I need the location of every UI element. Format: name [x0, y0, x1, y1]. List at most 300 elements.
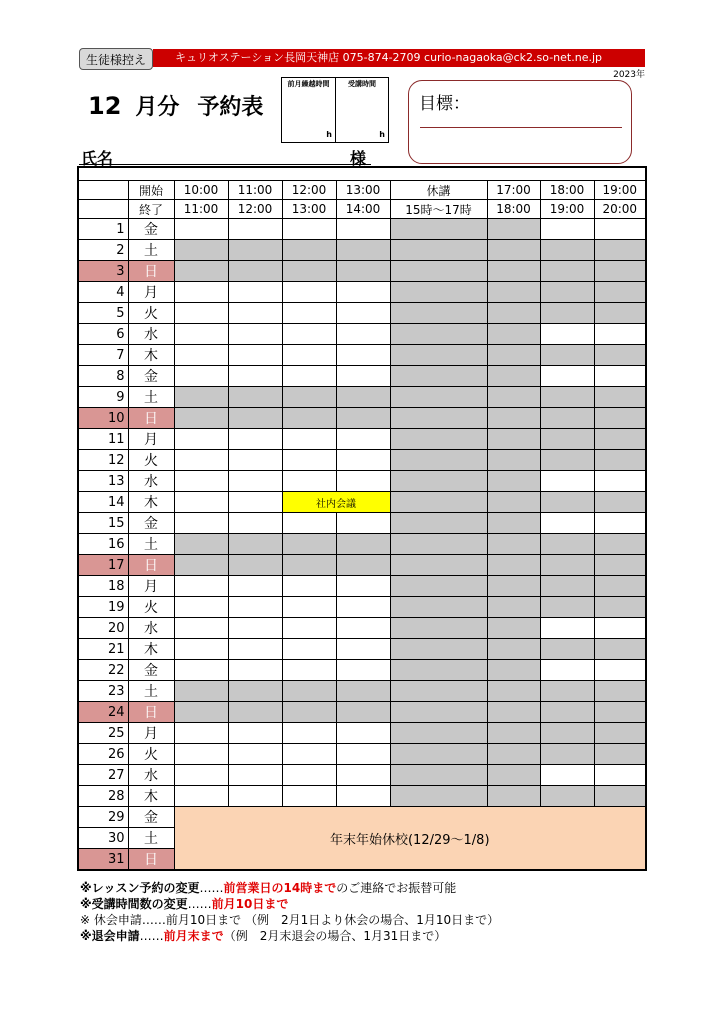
- slot-cell[interactable]: [540, 471, 594, 492]
- day-number: 28: [78, 786, 128, 807]
- day-number: 8: [78, 366, 128, 387]
- slot-start-time: 19:00: [594, 181, 646, 200]
- slot-cell[interactable]: [540, 324, 594, 345]
- day-number: 10: [78, 408, 128, 429]
- table-row: [78, 786, 646, 807]
- slot-cell[interactable]: [594, 513, 646, 534]
- day-number: 12: [78, 450, 128, 471]
- weekday: 水: [128, 765, 174, 786]
- prev-month-hours-cell[interactable]: [282, 78, 335, 142]
- weekday: 金: [128, 660, 174, 681]
- slot-cell: [594, 345, 646, 366]
- slot-cell: [390, 555, 487, 576]
- note-leave-request: ※ 休会申請……前月10日まで （例 2月1日より休会の場合、1月10日まで）: [80, 913, 500, 927]
- slot-cell[interactable]: [594, 366, 646, 387]
- day-number: 22: [78, 660, 128, 681]
- slot-cell: [336, 240, 390, 261]
- note-withdraw-deadline: 前月末まで: [163, 929, 224, 943]
- slot-cell: [282, 534, 336, 555]
- slot-cell[interactable]: [174, 660, 228, 681]
- slot-cell[interactable]: [594, 219, 646, 240]
- day-number: 31: [78, 849, 128, 871]
- slot-cell[interactable]: [336, 219, 390, 240]
- slot-cell: [390, 219, 487, 240]
- month-number: 12: [88, 92, 122, 120]
- table-row: [78, 345, 646, 366]
- day-number: 20: [78, 618, 128, 639]
- table-row: [78, 450, 646, 471]
- day-number: 21: [78, 639, 128, 660]
- weekday: 木: [128, 345, 174, 366]
- slot-cell: [174, 681, 228, 702]
- day-number: 1: [78, 219, 128, 240]
- day-number: 3: [78, 261, 128, 282]
- slot-cell: [540, 786, 594, 807]
- weekday: 月: [128, 429, 174, 450]
- slot-cell[interactable]: [174, 576, 228, 597]
- weekday: 月: [128, 576, 174, 597]
- slot-cell[interactable]: [282, 450, 336, 471]
- slot-cell: [282, 240, 336, 261]
- slot-cell[interactable]: [174, 303, 228, 324]
- slot-cell[interactable]: [540, 219, 594, 240]
- slot-cell: [540, 492, 594, 513]
- slot-cell: [487, 240, 540, 261]
- slot-cell[interactable]: [540, 660, 594, 681]
- start-time-row: [78, 181, 646, 200]
- slot-cell[interactable]: [594, 765, 646, 786]
- slot-cell[interactable]: [228, 723, 282, 744]
- schedule-table: [77, 166, 647, 871]
- note-hours-change-title: ※受講時間数の変更: [80, 897, 188, 911]
- slot-cell[interactable]: [336, 618, 390, 639]
- hours-box: [281, 77, 389, 143]
- weekday: 火: [128, 450, 174, 471]
- slot-cell: [487, 555, 540, 576]
- slot-cell: [594, 303, 646, 324]
- note-withdraw-dots: ……: [139, 929, 164, 943]
- slot-cell: [487, 618, 540, 639]
- weekday: 月: [128, 723, 174, 744]
- slot-cell[interactable]: [336, 366, 390, 387]
- goal-line: [420, 127, 622, 128]
- day-number: 7: [78, 345, 128, 366]
- day-number: 29: [78, 807, 128, 828]
- slot-cell[interactable]: [336, 639, 390, 660]
- day-number: 30: [78, 828, 128, 849]
- weekday: 土: [128, 534, 174, 555]
- slot-start-time: 12:00: [282, 181, 336, 200]
- slot-cell: [282, 261, 336, 282]
- slot-cell[interactable]: [228, 429, 282, 450]
- slot-cell: [487, 534, 540, 555]
- copy-tag: 生徒様控え: [79, 48, 153, 70]
- slot-cell: [594, 702, 646, 723]
- slot-cell: [594, 450, 646, 471]
- notes: [80, 880, 499, 944]
- slot-cell: [594, 639, 646, 660]
- note-lesson-change-dots: ……: [199, 881, 224, 895]
- table-row: [78, 576, 646, 597]
- slot-cell[interactable]: [336, 576, 390, 597]
- slot-cell: [487, 597, 540, 618]
- slot-cell[interactable]: [228, 618, 282, 639]
- slot-cell[interactable]: [174, 366, 228, 387]
- slot-cell: [282, 702, 336, 723]
- day-number: 18: [78, 576, 128, 597]
- slot-cell: [174, 534, 228, 555]
- slot-cell: [487, 639, 540, 660]
- day-number: 2: [78, 240, 128, 261]
- company-banner: キュリオステーション長岡天神店 075-874-2709 curio-nagaoka@ck2.so-net.ne.jp: [153, 49, 645, 67]
- weekday: 木: [128, 786, 174, 807]
- slot-cell: [390, 387, 487, 408]
- slot-cell[interactable]: [282, 324, 336, 345]
- slot-cell[interactable]: [228, 345, 282, 366]
- slot-cell[interactable]: [228, 282, 282, 303]
- slot-cell: [282, 681, 336, 702]
- slot-cell: [282, 408, 336, 429]
- slot-cell: [336, 408, 390, 429]
- slot-cell: [390, 345, 487, 366]
- weekday: 金: [128, 807, 174, 828]
- table-row: [78, 807, 646, 828]
- name-honorific: 様: [350, 149, 367, 168]
- slot-cell[interactable]: [282, 765, 336, 786]
- table-row: [78, 324, 646, 345]
- slot-cell[interactable]: [336, 660, 390, 681]
- start-label: 開始: [128, 181, 174, 200]
- page-title: [88, 90, 263, 121]
- note-hours-change-dots: ……: [187, 897, 212, 911]
- slot-cell[interactable]: [174, 345, 228, 366]
- table-row: [78, 366, 646, 387]
- name-field-line[interactable]: [79, 164, 371, 165]
- slot-cell: [174, 240, 228, 261]
- weekday: 金: [128, 366, 174, 387]
- slot-cell[interactable]: [228, 219, 282, 240]
- slot-cell[interactable]: [282, 744, 336, 765]
- weekday: 土: [128, 240, 174, 261]
- slot-cell: [594, 681, 646, 702]
- slot-cell[interactable]: [540, 765, 594, 786]
- slot-cell: [390, 786, 487, 807]
- slot-cell: [390, 471, 487, 492]
- slot-cell[interactable]: [336, 303, 390, 324]
- day-number: 23: [78, 681, 128, 702]
- slot-cell[interactable]: [336, 450, 390, 471]
- weekday: 土: [128, 681, 174, 702]
- slot-cell[interactable]: [336, 597, 390, 618]
- slot-cell[interactable]: [174, 219, 228, 240]
- month-suffix: 月分: [135, 95, 180, 120]
- slot-cell: [487, 324, 540, 345]
- slot-cell: [228, 240, 282, 261]
- goal-label: 目標：: [419, 94, 470, 114]
- slot-cell[interactable]: [282, 786, 336, 807]
- table-row: [78, 282, 646, 303]
- title-label: 予約表: [197, 95, 264, 120]
- day-number: 5: [78, 303, 128, 324]
- slot-cell: [487, 765, 540, 786]
- slot-cell[interactable]: [336, 744, 390, 765]
- slot-cell: [336, 534, 390, 555]
- slot-cell: [228, 387, 282, 408]
- slot-cell: [540, 303, 594, 324]
- weekday: 土: [128, 828, 174, 849]
- table-row: [78, 219, 646, 240]
- note-withdraw-title: ※退会申請: [80, 929, 140, 943]
- slot-cell[interactable]: [336, 765, 390, 786]
- table-row: [78, 534, 646, 555]
- slot-cell: [540, 597, 594, 618]
- slot-cell[interactable]: [336, 345, 390, 366]
- slot-cell: [390, 702, 487, 723]
- slot-cell[interactable]: [282, 303, 336, 324]
- slot-cell: [540, 555, 594, 576]
- weekday: 日: [128, 408, 174, 429]
- slot-cell: [487, 345, 540, 366]
- slot-cell: [390, 450, 487, 471]
- weekday: 日: [128, 702, 174, 723]
- table-row: [78, 681, 646, 702]
- note-withdraw-request: [80, 928, 499, 944]
- slot-cell[interactable]: [228, 324, 282, 345]
- slot-cell: [487, 681, 540, 702]
- slot-cell[interactable]: [540, 366, 594, 387]
- slot-cell[interactable]: [174, 786, 228, 807]
- slot-cell[interactable]: [336, 282, 390, 303]
- slot-cell[interactable]: [282, 660, 336, 681]
- slot-cell: [594, 744, 646, 765]
- weekday: 木: [128, 492, 174, 513]
- slot-end-time: 20:00: [594, 200, 646, 219]
- slot-cell: [282, 555, 336, 576]
- table-row: [78, 765, 646, 786]
- slot-cell: [390, 660, 487, 681]
- day-number: 14: [78, 492, 128, 513]
- slot-cell[interactable]: [228, 471, 282, 492]
- slot-cell: [390, 744, 487, 765]
- slot-cell[interactable]: [594, 660, 646, 681]
- slot-cell[interactable]: [282, 639, 336, 660]
- slot-cell: [390, 639, 487, 660]
- slot-cell[interactable]: [228, 513, 282, 534]
- slot-cell: [390, 366, 487, 387]
- slot-cell[interactable]: [282, 282, 336, 303]
- slot-cell[interactable]: [336, 513, 390, 534]
- slot-cell[interactable]: [282, 219, 336, 240]
- slot-cell: [390, 681, 487, 702]
- slot-cell: [228, 555, 282, 576]
- slot-cell[interactable]: [174, 513, 228, 534]
- slot-cell[interactable]: [282, 429, 336, 450]
- slot-cell[interactable]: [282, 618, 336, 639]
- slot-cell[interactable]: [282, 471, 336, 492]
- slot-cell: [228, 261, 282, 282]
- slot-cell[interactable]: [174, 765, 228, 786]
- slot-cell: [174, 555, 228, 576]
- slot-cell: [540, 450, 594, 471]
- header-blank: [78, 200, 128, 219]
- slot-cell: [390, 597, 487, 618]
- weekday: 火: [128, 597, 174, 618]
- slot-cell[interactable]: [174, 492, 228, 513]
- table-row: [78, 303, 646, 324]
- slot-cell[interactable]: [282, 576, 336, 597]
- slot-cell: [390, 408, 487, 429]
- slot-end-time: 19:00: [540, 200, 594, 219]
- slot-cell: [594, 786, 646, 807]
- slot-cell: [487, 492, 540, 513]
- slot-cell[interactable]: [228, 765, 282, 786]
- table-row: [78, 429, 646, 450]
- slot-cell[interactable]: [336, 471, 390, 492]
- day-number: 4: [78, 282, 128, 303]
- slot-cell: [390, 534, 487, 555]
- slot-cell: [174, 408, 228, 429]
- prev-month-hours-label: 前月繰越時間: [287, 80, 330, 88]
- table-row: [78, 555, 646, 576]
- slot-cell[interactable]: [228, 576, 282, 597]
- meeting-block: 社内会議: [282, 492, 390, 513]
- slot-cell[interactable]: [228, 744, 282, 765]
- slot-cell: [390, 282, 487, 303]
- slot-cell[interactable]: [594, 618, 646, 639]
- slot-start-time: 13:00: [336, 181, 390, 200]
- slot-cell[interactable]: [594, 471, 646, 492]
- slot-cell[interactable]: [540, 618, 594, 639]
- slot-cell[interactable]: [228, 366, 282, 387]
- slot-cell[interactable]: [174, 324, 228, 345]
- weekday: 日: [128, 261, 174, 282]
- attend-hours-cell[interactable]: [335, 78, 388, 142]
- slot-cell[interactable]: [594, 324, 646, 345]
- slot-cell[interactable]: [174, 471, 228, 492]
- weekday: 日: [128, 555, 174, 576]
- table-row: [78, 240, 646, 261]
- slot-cell[interactable]: [282, 723, 336, 744]
- slot-cell: [487, 513, 540, 534]
- slot-cell: [487, 429, 540, 450]
- table-row: [78, 618, 646, 639]
- weekday: 金: [128, 513, 174, 534]
- slot-cell[interactable]: [282, 366, 336, 387]
- slot-cell: [540, 240, 594, 261]
- slot-cell: [174, 702, 228, 723]
- slot-start-time: 休講: [390, 181, 487, 200]
- slot-cell: [174, 387, 228, 408]
- table-row: [78, 471, 646, 492]
- slot-end-time: 18:00: [487, 200, 540, 219]
- slot-cell[interactable]: [540, 513, 594, 534]
- slot-cell: [540, 282, 594, 303]
- slot-cell[interactable]: [336, 429, 390, 450]
- slot-cell: [487, 387, 540, 408]
- slot-cell: [540, 723, 594, 744]
- holiday-closure: 年末年始休校(12/29～1/8): [174, 807, 646, 871]
- slot-cell: [228, 702, 282, 723]
- slot-cell: [540, 429, 594, 450]
- slot-cell: [228, 408, 282, 429]
- weekday: 水: [128, 324, 174, 345]
- slot-cell: [487, 660, 540, 681]
- slot-cell: [336, 702, 390, 723]
- weekday: 月: [128, 282, 174, 303]
- slot-cell: [540, 408, 594, 429]
- slot-cell[interactable]: [228, 597, 282, 618]
- slot-cell: [540, 534, 594, 555]
- slot-cell[interactable]: [174, 450, 228, 471]
- slot-cell: [487, 744, 540, 765]
- slot-cell: [594, 408, 646, 429]
- table-row: [78, 660, 646, 681]
- slot-cell[interactable]: [174, 639, 228, 660]
- header-blank: [78, 181, 128, 200]
- slot-cell[interactable]: [174, 618, 228, 639]
- slot-cell[interactable]: [228, 660, 282, 681]
- slot-cell: [594, 555, 646, 576]
- slot-cell: [487, 723, 540, 744]
- slot-cell: [390, 324, 487, 345]
- slot-cell: [390, 492, 487, 513]
- slot-cell: [487, 702, 540, 723]
- slot-cell: [390, 723, 487, 744]
- slot-cell[interactable]: [228, 450, 282, 471]
- slot-start-time: 18:00: [540, 181, 594, 200]
- slot-cell[interactable]: [282, 597, 336, 618]
- slot-cell[interactable]: [282, 513, 336, 534]
- note-withdraw-rest: （例 2月末退会の場合、1月31日まで）: [223, 929, 447, 943]
- slot-cell: [336, 555, 390, 576]
- slot-cell[interactable]: [174, 429, 228, 450]
- slot-end-time: 15時～17時: [390, 200, 487, 219]
- slot-cell[interactable]: [228, 639, 282, 660]
- slot-cell[interactable]: [336, 324, 390, 345]
- note-hours-change-deadline: 前月10日まで: [211, 897, 289, 911]
- attend-hours-label: 受講時間: [347, 80, 376, 88]
- year-label: 2023年: [613, 70, 645, 80]
- slot-cell[interactable]: [336, 723, 390, 744]
- slot-cell[interactable]: [174, 744, 228, 765]
- slot-cell[interactable]: [282, 345, 336, 366]
- slot-cell: [540, 639, 594, 660]
- slot-cell: [594, 261, 646, 282]
- slot-cell: [487, 282, 540, 303]
- slot-cell: [487, 471, 540, 492]
- weekday: 水: [128, 618, 174, 639]
- day-number: 19: [78, 597, 128, 618]
- table-row: [78, 639, 646, 660]
- slot-cell: [390, 240, 487, 261]
- slot-cell[interactable]: [228, 303, 282, 324]
- slot-cell: [174, 261, 228, 282]
- note-lesson-change-rest: のご連絡でお振替可能: [336, 881, 457, 895]
- slot-cell: [390, 513, 487, 534]
- slot-cell[interactable]: [228, 492, 282, 513]
- slot-cell[interactable]: [174, 723, 228, 744]
- slot-cell: [336, 681, 390, 702]
- slot-end-time: 11:00: [174, 200, 228, 219]
- slot-cell[interactable]: [174, 282, 228, 303]
- slot-cell[interactable]: [228, 786, 282, 807]
- day-number: 13: [78, 471, 128, 492]
- slot-cell: [390, 303, 487, 324]
- slot-cell: [594, 492, 646, 513]
- slot-cell[interactable]: [336, 786, 390, 807]
- slot-cell[interactable]: [174, 597, 228, 618]
- slot-cell: [487, 261, 540, 282]
